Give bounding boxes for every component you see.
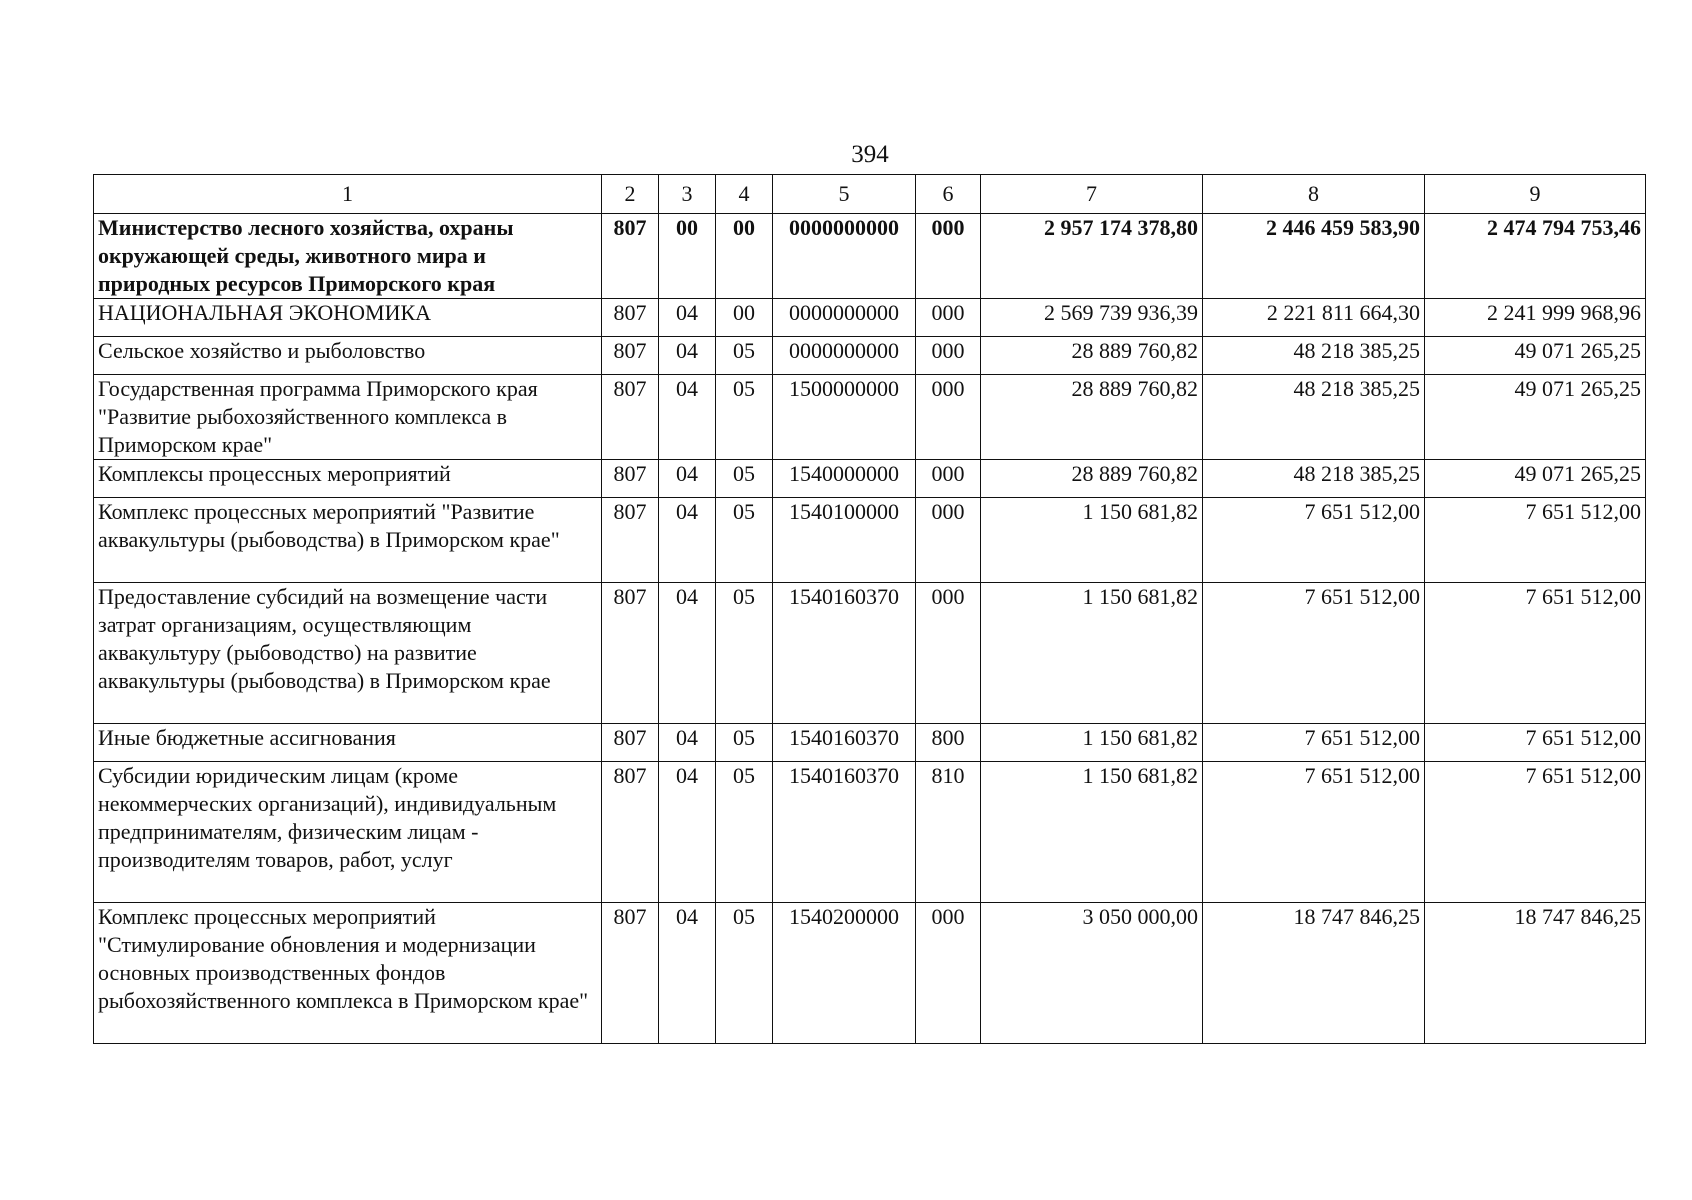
target-code: 0000000000	[773, 337, 916, 375]
row-name: Комплекс процессных мероприятий "Развитие аквакультуры (рыбоводства) в Приморском крае"	[94, 498, 602, 583]
target-code: 1500000000	[773, 375, 916, 460]
column-header: 1	[94, 175, 602, 214]
target-code: 0000000000	[773, 214, 916, 299]
section-code: 04	[659, 337, 716, 375]
amount-col9: 49 071 265,25	[1425, 460, 1646, 498]
expense-type-code: 000	[916, 214, 981, 299]
table-row	[94, 214, 1646, 299]
row-name: Предоставление субсидий на возмещение части затрат организациям, осуществляющим аквакультуру (рыбоводство) на развитие аквакультуры (рыбоводства) в Приморском крае	[94, 583, 602, 724]
subsection-code: 05	[716, 498, 773, 583]
column-header: 6	[916, 175, 981, 214]
target-code: 1540000000	[773, 460, 916, 498]
amount-col8: 2 446 459 583,90	[1203, 214, 1425, 299]
subsection-code: 00	[716, 214, 773, 299]
expense-type-code: 810	[916, 762, 981, 903]
expense-type-code: 000	[916, 498, 981, 583]
table-row	[94, 460, 1646, 498]
amount-col9: 2 474 794 753,46	[1425, 214, 1646, 299]
column-header: 9	[1425, 175, 1646, 214]
amount-col7: 28 889 760,82	[981, 337, 1203, 375]
subsection-code: 05	[716, 583, 773, 724]
table-row	[94, 583, 1646, 724]
dept-code: 807	[602, 337, 659, 375]
amount-col9: 49 071 265,25	[1425, 375, 1646, 460]
row-name: Субсидии юридическим лицам (кроме некоммерческих организаций), индивидуальным предпринимателям, физическим лицам - производителям товаров, работ, услуг	[94, 762, 602, 903]
amount-col7: 1 150 681,82	[981, 583, 1203, 724]
budget-table	[93, 174, 1646, 1044]
column-header: 2	[602, 175, 659, 214]
amount-col8: 48 218 385,25	[1203, 375, 1425, 460]
target-code: 1540200000	[773, 903, 916, 1044]
expense-type-code: 000	[916, 375, 981, 460]
expense-type-code: 000	[916, 460, 981, 498]
section-code: 04	[659, 299, 716, 337]
section-code: 00	[659, 214, 716, 299]
subsection-code: 05	[716, 375, 773, 460]
dept-code: 807	[602, 375, 659, 460]
amount-col7: 28 889 760,82	[981, 460, 1203, 498]
table-row	[94, 299, 1646, 337]
row-name: Комплексы процессных мероприятий	[94, 460, 602, 498]
section-code: 04	[659, 375, 716, 460]
table-row	[94, 375, 1646, 460]
subsection-code: 05	[716, 337, 773, 375]
amount-col7: 1 150 681,82	[981, 498, 1203, 583]
target-code: 0000000000	[773, 299, 916, 337]
amount-col9: 7 651 512,00	[1425, 498, 1646, 583]
amount-col7: 2 957 174 378,80	[981, 214, 1203, 299]
section-code: 04	[659, 903, 716, 1044]
table-row	[94, 498, 1646, 583]
target-code: 1540160370	[773, 762, 916, 903]
expense-type-code: 800	[916, 724, 981, 762]
column-header: 4	[716, 175, 773, 214]
dept-code: 807	[602, 724, 659, 762]
section-code: 04	[659, 762, 716, 903]
row-name: Сельское хозяйство и рыболовство	[94, 337, 602, 375]
subsection-code: 05	[716, 903, 773, 1044]
amount-col9: 7 651 512,00	[1425, 762, 1646, 903]
target-code: 1540100000	[773, 498, 916, 583]
amount-col9: 7 651 512,00	[1425, 583, 1646, 724]
subsection-code: 05	[716, 460, 773, 498]
row-name: Комплекс процессных мероприятий "Стимулирование обновления и модернизации основных производственных фондов рыбохозяйственного комплекса в Приморском крае"	[94, 903, 602, 1044]
row-name: Иные бюджетные ассигнования	[94, 724, 602, 762]
amount-col8: 7 651 512,00	[1203, 498, 1425, 583]
section-code: 04	[659, 583, 716, 724]
header-row	[94, 175, 1646, 214]
subsection-code: 05	[716, 762, 773, 903]
table-row	[94, 903, 1646, 1044]
amount-col8: 7 651 512,00	[1203, 724, 1425, 762]
amount-col7: 2 569 739 936,39	[981, 299, 1203, 337]
target-code: 1540160370	[773, 724, 916, 762]
amount-col7: 3 050 000,00	[981, 903, 1203, 1044]
column-header: 8	[1203, 175, 1425, 214]
dept-code: 807	[602, 214, 659, 299]
dept-code: 807	[602, 460, 659, 498]
dept-code: 807	[602, 583, 659, 724]
target-code: 1540160370	[773, 583, 916, 724]
dept-code: 807	[602, 762, 659, 903]
expense-type-code: 000	[916, 337, 981, 375]
dept-code: 807	[602, 299, 659, 337]
amount-col7: 28 889 760,82	[981, 375, 1203, 460]
row-name: НАЦИОНАЛЬНАЯ ЭКОНОМИКА	[94, 299, 602, 337]
column-header: 5	[773, 175, 916, 214]
amount-col8: 18 747 846,25	[1203, 903, 1425, 1044]
amount-col8: 48 218 385,25	[1203, 337, 1425, 375]
dept-code: 807	[602, 498, 659, 583]
amount-col9: 18 747 846,25	[1425, 903, 1646, 1044]
column-header: 7	[981, 175, 1203, 214]
amount-col8: 2 221 811 664,30	[1203, 299, 1425, 337]
amount-col9: 7 651 512,00	[1425, 724, 1646, 762]
expense-type-code: 000	[916, 583, 981, 724]
amount-col8: 7 651 512,00	[1203, 762, 1425, 903]
column-header: 3	[659, 175, 716, 214]
expense-type-code: 000	[916, 903, 981, 1044]
amount-col7: 1 150 681,82	[981, 762, 1203, 903]
table-row	[94, 724, 1646, 762]
amount-col8: 48 218 385,25	[1203, 460, 1425, 498]
table-row	[94, 762, 1646, 903]
amount-col9: 2 241 999 968,96	[1425, 299, 1646, 337]
row-name: Государственная программа Приморского края "Развитие рыбохозяйственного комплекса в Приморском крае"	[94, 375, 602, 460]
dept-code: 807	[602, 903, 659, 1044]
table-row	[94, 337, 1646, 375]
subsection-code: 05	[716, 724, 773, 762]
section-code: 04	[659, 460, 716, 498]
section-code: 04	[659, 498, 716, 583]
amount-col8: 7 651 512,00	[1203, 583, 1425, 724]
section-code: 04	[659, 724, 716, 762]
expense-type-code: 000	[916, 299, 981, 337]
page-number: 394	[851, 141, 889, 168]
subsection-code: 00	[716, 299, 773, 337]
amount-col9: 49 071 265,25	[1425, 337, 1646, 375]
row-name: Министерство лесного хозяйства, охраны окружающей среды, животного мира и природных ресурсов Приморского края	[94, 214, 602, 299]
amount-col7: 1 150 681,82	[981, 724, 1203, 762]
